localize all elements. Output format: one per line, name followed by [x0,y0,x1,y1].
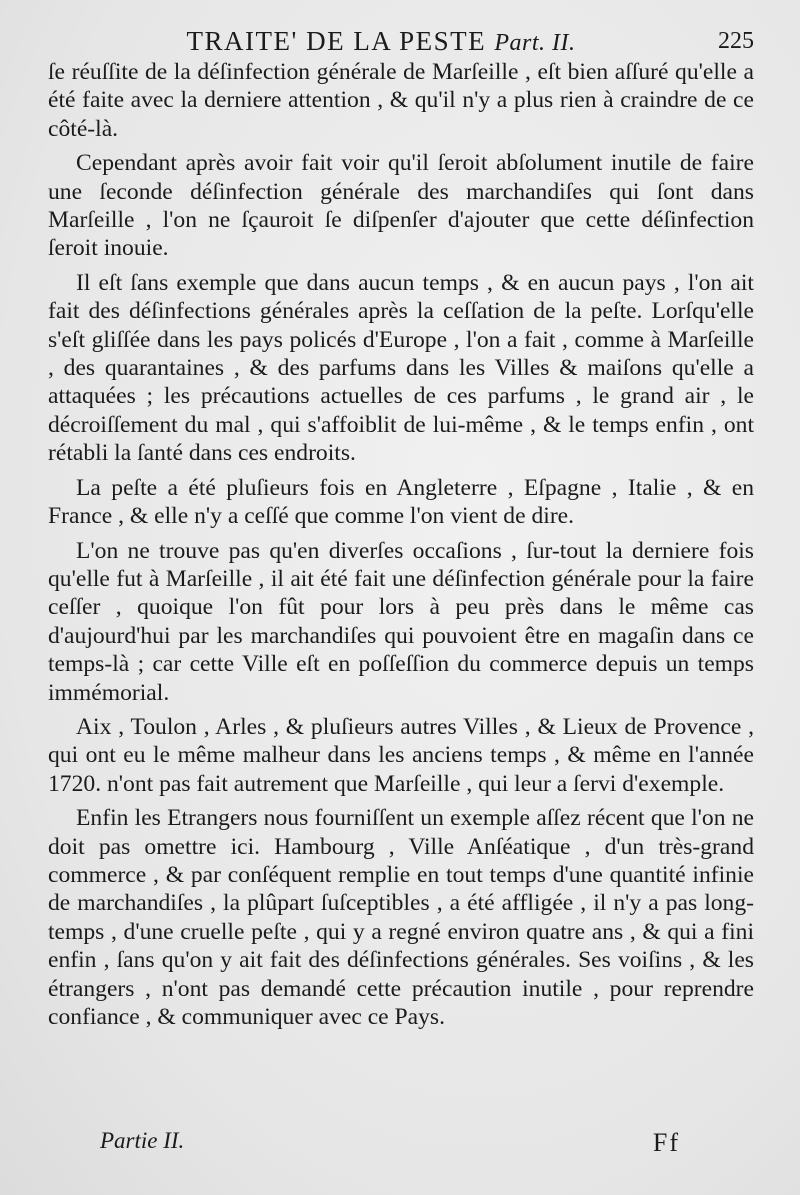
running-part: Part. II. [494,30,576,56]
running-head [48,26,754,56]
paragraph: ſe réuſſite de la déſinfection générale de Marſeille , eſt bien aſſuré qu'elle a été faite avec la derniere attention , & qu'il n'y a plus rien à craindre de ce côté-là. [48,59,754,142]
signature-part: Partie II. [100,1128,185,1153]
paragraph: Cependant après avoir fait voir qu'il ſeroit abſolument inutile de faire une ſeconde déſinfection générale des marchandiſes qui ſont dans Marſeille , l'on ne ſçauroit ſe diſpenſer d'ajouter que cette déſinfection ſeroit inouie. [48,150,754,262]
page-footer [100,1128,680,1158]
signature-mark: Ff [652,1128,680,1157]
paragraph: Enfin les Etrangers nous fourniſſent un exemple aſſez récent que l'on ne doit pas omettre ici. Hambourg , Ville Anſéatique , d'un très-grand commerce , & par conſéquent remplie en tout temps d'une quantité infinie de marchandiſes , la plûpart ſuſceptibles , a été affligée , il n'y a pas long-temps , d'une cruelle peſte , qui y a regné environ quatre ans , & qui a fini enfin , ſans qu'on y ait fait des déſinfections générales. Ses voiſins , & les étrangers , n'ont pas demandé cette précaution inutile , pour reprendre confiance , & communiquer avec ce Pays. [48,805,754,1030]
page-number: 225 [718,28,754,54]
paragraph: La peſte a été pluſieurs fois en Angleterre , Eſpagne , Italie , & en France , & elle n'y a ceſſé que comme l'on vient de dire. [48,474,754,530]
paragraph: Aix , Toulon , Arles , & pluſieurs autres Villes , & Lieux de Provence , qui ont eu le même malheur dans les anciens temps , & même en l'année 1720. n'ont pas fait autrement que Marſeille , qui leur a ſervi d'exemple. [48,713,754,797]
running-title: TRAITE' DE LA PESTE [186,26,487,56]
body-text [48,58,754,1031]
paragraph: Il eſt ſans exemple que dans aucun temps , & en aucun pays , l'on ait fait des déſinfections générales après la ceſſation de la peſte. Lorſqu'elle s'eſt gliſſée dans les pays policés d'Europe , l'on a fait , comme à Marſeille , des quarantaines , & des parfums dans les Villes & maiſons qu'elle a attaquées ; les précautions actuelles de ces parfums , le grand air , le décroiſſement du mal , qui s'affoiblit de lui-même , & le temps enfin , ont rétabli la ſanté dans ces endroits. [48,269,754,467]
paragraph: L'on ne trouve pas qu'en diverſes occaſions , ſur-tout la derniere fois qu'elle fut à Marſeille , il ait été fait une déſinfection générale pour la faire ceſſer , quoique l'on fût pour lors à peu près dans le même cas d'aujourd'hui par les marchandiſes qui pouvoient être en magaſin dans ce temps-là ; car cette Ville eſt en poſſeſſion du commerce depuis un temps immémorial. [48,537,754,706]
